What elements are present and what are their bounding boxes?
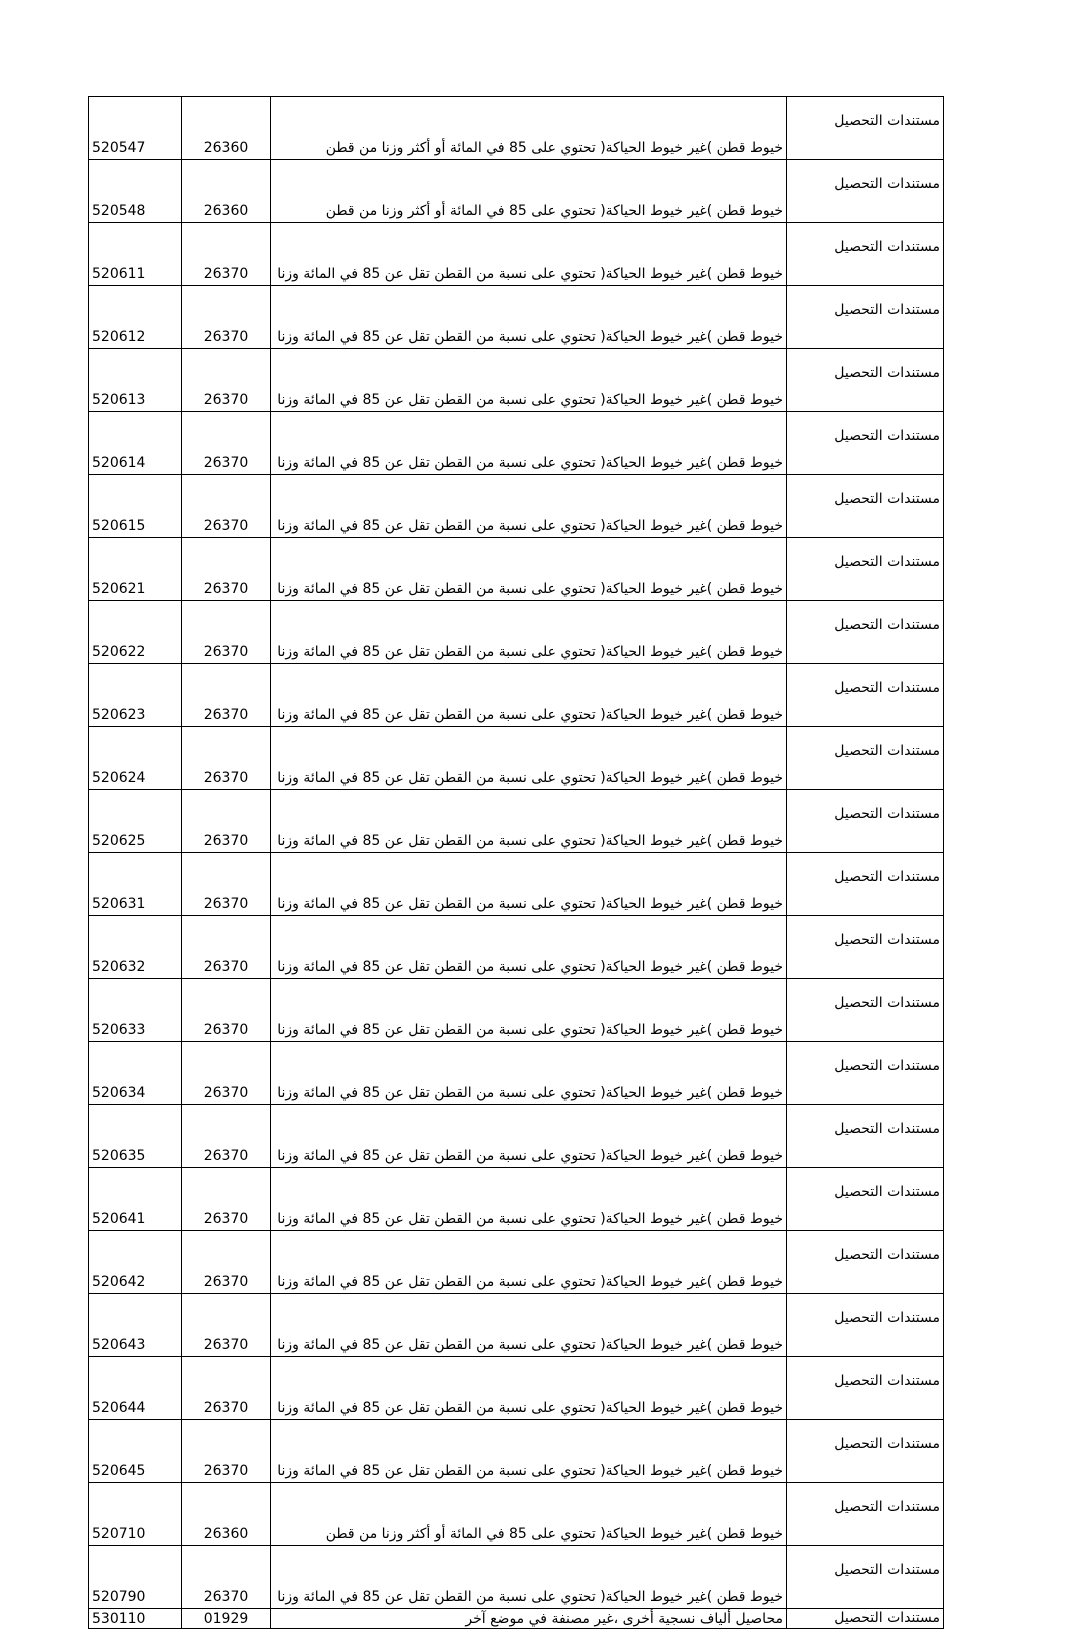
description-cell: خيوط قطن )غير خيوط الحياكة( تحتوي على نسبة من القطن تقل عن 85 في المائة وزنا — [271, 475, 787, 538]
category-cell: مستندات التحصيل — [787, 1483, 944, 1546]
code-cell: 520615 — [89, 475, 182, 538]
number-cell: 26370 — [182, 1042, 271, 1105]
code-cell: 520644 — [89, 1357, 182, 1420]
description-cell: خيوط قطن )غير خيوط الحياكة( تحتوي على 85 في المائة أو أكثر وزنا من قطن — [271, 160, 787, 223]
description-cell: خيوط قطن )غير خيوط الحياكة( تحتوي على نسبة من القطن تقل عن 85 في المائة وزنا — [271, 1357, 787, 1420]
table-row — [89, 160, 944, 223]
category-cell: مستندات التحصيل — [787, 790, 944, 853]
number-cell: 26370 — [182, 853, 271, 916]
table-row — [89, 475, 944, 538]
table-row — [89, 1168, 944, 1231]
table-row — [89, 1042, 944, 1105]
category-cell: مستندات التحصيل — [787, 1420, 944, 1483]
table-row — [89, 979, 944, 1042]
code-cell: 520632 — [89, 916, 182, 979]
description-cell: خيوط قطن )غير خيوط الحياكة( تحتوي على نسبة من القطن تقل عن 85 في المائة وزنا — [271, 538, 787, 601]
table-row — [89, 286, 944, 349]
table-row — [89, 97, 944, 160]
category-cell: مستندات التحصيل — [787, 1546, 944, 1609]
number-cell: 26370 — [182, 916, 271, 979]
description-cell: خيوط قطن )غير خيوط الحياكة( تحتوي على نسبة من القطن تقل عن 85 في المائة وزنا — [271, 979, 787, 1042]
number-cell: 26370 — [182, 1231, 271, 1294]
description-cell: خيوط قطن )غير خيوط الحياكة( تحتوي على نسبة من القطن تقل عن 85 في المائة وزنا — [271, 664, 787, 727]
description-cell: خيوط قطن )غير خيوط الحياكة( تحتوي على نسبة من القطن تقل عن 85 في المائة وزنا — [271, 412, 787, 475]
description-cell: خيوط قطن )غير خيوط الحياكة( تحتوي على نسبة من القطن تقل عن 85 في المائة وزنا — [271, 1042, 787, 1105]
description-cell: خيوط قطن )غير خيوط الحياكة( تحتوي على نسبة من القطن تقل عن 85 في المائة وزنا — [271, 1231, 787, 1294]
code-cell: 520634 — [89, 1042, 182, 1105]
description-cell: خيوط قطن )غير خيوط الحياكة( تحتوي على نسبة من القطن تقل عن 85 في المائة وزنا — [271, 223, 787, 286]
code-cell: 520547 — [89, 97, 182, 160]
number-cell: 26370 — [182, 664, 271, 727]
number-cell: 26370 — [182, 1420, 271, 1483]
category-cell: مستندات التحصيل — [787, 1231, 944, 1294]
description-cell: خيوط قطن )غير خيوط الحياكة( تحتوي على نسبة من القطن تقل عن 85 في المائة وزنا — [271, 601, 787, 664]
number-cell: 26370 — [182, 1546, 271, 1609]
number-cell: 26360 — [182, 97, 271, 160]
table-row — [89, 1420, 944, 1483]
table-row — [89, 412, 944, 475]
code-cell: 520642 — [89, 1231, 182, 1294]
table-row — [89, 853, 944, 916]
category-cell: مستندات التحصيل — [787, 916, 944, 979]
code-cell: 520631 — [89, 853, 182, 916]
category-cell: مستندات التحصيل — [787, 1609, 944, 1629]
number-cell: 26370 — [182, 412, 271, 475]
category-cell: مستندات التحصيل — [787, 601, 944, 664]
category-cell: مستندات التحصيل — [787, 286, 944, 349]
number-cell: 26370 — [182, 727, 271, 790]
category-cell: مستندات التحصيل — [787, 538, 944, 601]
table-row — [89, 727, 944, 790]
table-row — [89, 223, 944, 286]
code-cell: 520622 — [89, 601, 182, 664]
category-cell: مستندات التحصيل — [787, 979, 944, 1042]
category-cell: مستندات التحصيل — [787, 727, 944, 790]
category-cell: مستندات التحصيل — [787, 1357, 944, 1420]
code-cell: 520633 — [89, 979, 182, 1042]
description-cell: خيوط قطن )غير خيوط الحياكة( تحتوي على نسبة من القطن تقل عن 85 في المائة وزنا — [271, 1168, 787, 1231]
category-cell: مستندات التحصيل — [787, 412, 944, 475]
table-row — [89, 349, 944, 412]
description-cell: خيوط قطن )غير خيوط الحياكة( تحتوي على نسبة من القطن تقل عن 85 في المائة وزنا — [271, 916, 787, 979]
category-cell: مستندات التحصيل — [787, 160, 944, 223]
description-cell: خيوط قطن )غير خيوط الحياكة( تحتوي على نسبة من القطن تقل عن 85 في المائة وزنا — [271, 853, 787, 916]
number-cell: 26370 — [182, 349, 271, 412]
code-cell: 520710 — [89, 1483, 182, 1546]
number-cell: 26370 — [182, 1294, 271, 1357]
table-row — [89, 1609, 944, 1629]
category-cell: مستندات التحصيل — [787, 475, 944, 538]
description-cell: خيوط قطن )غير خيوط الحياكة( تحتوي على نسبة من القطن تقل عن 85 في المائة وزنا — [271, 1420, 787, 1483]
code-cell: 520645 — [89, 1420, 182, 1483]
category-cell: مستندات التحصيل — [787, 349, 944, 412]
number-cell: 26370 — [182, 475, 271, 538]
category-cell: مستندات التحصيل — [787, 1042, 944, 1105]
code-cell: 530110 — [89, 1609, 182, 1629]
code-cell: 520612 — [89, 286, 182, 349]
description-cell: خيوط قطن )غير خيوط الحياكة( تحتوي على 85 في المائة أو أكثر وزنا من قطن — [271, 1483, 787, 1546]
table-row — [89, 1105, 944, 1168]
table-row — [89, 790, 944, 853]
category-cell: مستندات التحصيل — [787, 664, 944, 727]
code-cell: 520643 — [89, 1294, 182, 1357]
description-cell: خيوط قطن )غير خيوط الحياكة( تحتوي على 85 في المائة أو أكثر وزنا من قطن — [271, 97, 787, 160]
number-cell: 26370 — [182, 286, 271, 349]
category-cell: مستندات التحصيل — [787, 1105, 944, 1168]
code-cell: 520641 — [89, 1168, 182, 1231]
tariff-table — [88, 96, 944, 1629]
table-row — [89, 1231, 944, 1294]
code-cell: 520635 — [89, 1105, 182, 1168]
table-row — [89, 1546, 944, 1609]
number-cell: 26370 — [182, 538, 271, 601]
table-row — [89, 1294, 944, 1357]
category-cell: مستندات التحصيل — [787, 1294, 944, 1357]
description-cell: خيوط قطن )غير خيوط الحياكة( تحتوي على نسبة من القطن تقل عن 85 في المائة وزنا — [271, 349, 787, 412]
description-cell: خيوط قطن )غير خيوط الحياكة( تحتوي على نسبة من القطن تقل عن 85 في المائة وزنا — [271, 286, 787, 349]
description-cell: خيوط قطن )غير خيوط الحياكة( تحتوي على نسبة من القطن تقل عن 85 في المائة وزنا — [271, 1105, 787, 1168]
code-cell: 520611 — [89, 223, 182, 286]
code-cell: 520624 — [89, 727, 182, 790]
category-cell: مستندات التحصيل — [787, 97, 944, 160]
description-cell: خيوط قطن )غير خيوط الحياكة( تحتوي على نسبة من القطن تقل عن 85 في المائة وزنا — [271, 790, 787, 853]
number-cell: 01929 — [182, 1609, 271, 1629]
number-cell: 26360 — [182, 1483, 271, 1546]
code-cell: 520613 — [89, 349, 182, 412]
code-cell: 520548 — [89, 160, 182, 223]
number-cell: 26370 — [182, 1105, 271, 1168]
code-cell: 520625 — [89, 790, 182, 853]
number-cell: 26370 — [182, 601, 271, 664]
description-cell: خيوط قطن )غير خيوط الحياكة( تحتوي على نسبة من القطن تقل عن 85 في المائة وزنا — [271, 727, 787, 790]
table-row — [89, 664, 944, 727]
code-cell: 520790 — [89, 1546, 182, 1609]
number-cell: 26370 — [182, 979, 271, 1042]
description-cell: محاصيل ألياف نسجية أخرى ،غير مصنفة في موضع آخر — [271, 1609, 787, 1629]
table-row — [89, 1483, 944, 1546]
number-cell: 26370 — [182, 790, 271, 853]
number-cell: 26360 — [182, 160, 271, 223]
number-cell: 26370 — [182, 223, 271, 286]
table-row — [89, 601, 944, 664]
code-cell: 520621 — [89, 538, 182, 601]
table-row — [89, 1357, 944, 1420]
code-cell: 520623 — [89, 664, 182, 727]
table-body — [89, 97, 944, 1629]
category-cell: مستندات التحصيل — [787, 1168, 944, 1231]
description-cell: خيوط قطن )غير خيوط الحياكة( تحتوي على نسبة من القطن تقل عن 85 في المائة وزنا — [271, 1546, 787, 1609]
category-cell: مستندات التحصيل — [787, 223, 944, 286]
category-cell: مستندات التحصيل — [787, 853, 944, 916]
number-cell: 26370 — [182, 1357, 271, 1420]
description-cell: خيوط قطن )غير خيوط الحياكة( تحتوي على نسبة من القطن تقل عن 85 في المائة وزنا — [271, 1294, 787, 1357]
table-row — [89, 916, 944, 979]
number-cell: 26370 — [182, 1168, 271, 1231]
table-row — [89, 538, 944, 601]
code-cell: 520614 — [89, 412, 182, 475]
